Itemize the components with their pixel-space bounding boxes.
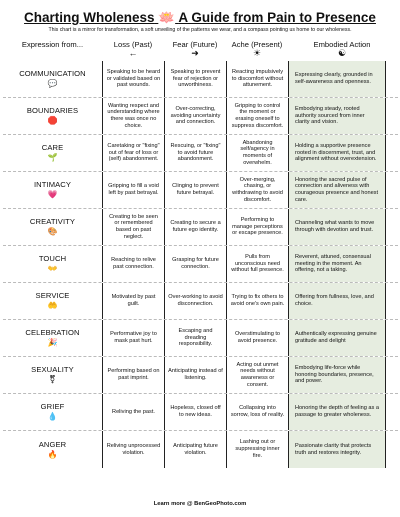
cell-ache: Collapsing into sorrow, loss of reality.	[226, 394, 288, 430]
speech-bubble-icon: 💬	[47, 79, 58, 88]
cell-embodied: Channeling what wants to move through with devotion and trust.	[288, 209, 386, 245]
row-expression	[3, 61, 102, 97]
table-row	[3, 357, 398, 394]
row-label: INTIMACY	[33, 180, 72, 189]
table-row	[3, 172, 398, 209]
column-header-fear-label: Fear (Future)	[172, 40, 218, 49]
cell-fear: Hopeless, closed off to new ideas.	[164, 394, 226, 430]
cell-ache: Performing to manage perceptions or escape presence.	[226, 209, 288, 245]
cell-ache: Over-merging, chasing, or withdrawing to avoid discomfort.	[226, 172, 288, 208]
cell-fear: Grasping for future connection.	[164, 246, 226, 282]
row-expression	[3, 209, 102, 245]
cell-loss: Performing based on past imprint.	[102, 357, 164, 393]
cell-embodied: Embodying steady, rooted authority sourced from inner clarity and vision.	[288, 98, 386, 134]
row-label: CELEBRATION	[25, 328, 80, 337]
cell-fear: Creating to secure a future ego identity.	[164, 209, 226, 245]
table-row	[3, 135, 398, 172]
table-row	[3, 61, 398, 98]
cell-embodied: Expressing clearly, grounded in self-awareness and openness.	[288, 61, 386, 97]
cell-loss: Reliving the past.	[102, 394, 164, 430]
row-label: COMMUNICATION	[19, 69, 86, 78]
droplet-icon: 💧	[47, 412, 58, 421]
cell-embodied: Reverent, attuned, consensual meeting in the moment. An offering, not a taking.	[288, 246, 386, 282]
row-label: TOUCH	[38, 254, 67, 263]
stop-sign-icon: 🛑	[47, 116, 58, 125]
chart-table	[3, 61, 398, 468]
cell-embodied: Holding a supportive presence rooted in discernment, trust, and alignment without overextension.	[288, 135, 386, 171]
row-expression	[3, 172, 102, 208]
cell-fear: Anticipating future violation.	[164, 431, 226, 468]
cell-loss: Speaking to be heard or validated based on past wounds.	[102, 61, 164, 97]
table-row	[3, 431, 398, 468]
fire-icon: 🔥	[47, 449, 58, 459]
row-expression	[3, 357, 102, 393]
cell-ache: Gripping to control the moment or erasing oneself to suppress discomfort.	[226, 98, 288, 134]
row-expression	[3, 283, 102, 319]
column-header-embodied-label: Embodied Action	[313, 40, 371, 49]
row-expression	[3, 320, 102, 356]
gender-symbol-icon: ⚧	[49, 375, 56, 384]
row-label: BOUNDARIES	[26, 106, 79, 115]
cell-ache: Abandoning self/agency in moments of overwhelm.	[226, 135, 288, 171]
cell-ache: Reacting impulsively to discomfort without attunement.	[226, 61, 288, 97]
table-row	[3, 283, 398, 320]
row-expression	[3, 431, 102, 468]
row-expression	[3, 394, 102, 430]
table-row	[3, 394, 398, 431]
cell-fear: Over-correcting, avoiding uncertainty and connection.	[164, 98, 226, 134]
table-row	[3, 320, 398, 357]
cell-fear: Speaking to prevent fear of rejection or unworthiness.	[164, 61, 226, 97]
column-header-expression	[3, 40, 102, 49]
column-header-expression-label: Expression from...	[21, 40, 84, 49]
table-row	[3, 98, 398, 135]
cell-loss: Reliving unprocessed violation.	[102, 431, 164, 468]
cell-embodied: Passionate clarity that protects truth and restores integrity.	[288, 431, 386, 468]
cell-loss: Gripping to fill a void left by past betrayal.	[102, 172, 164, 208]
row-expression	[3, 98, 102, 134]
cell-ache: Overstimulating to avoid presence.	[226, 320, 288, 356]
cell-loss: Motivated by past guilt.	[102, 283, 164, 319]
row-label: CREATIVITY	[29, 217, 76, 226]
heart-icon: 💗	[47, 190, 58, 199]
cell-loss: Wanting respect and understanding where there was once no choice.	[102, 98, 164, 134]
row-label: ANGER	[38, 439, 67, 449]
cell-loss: Performative joy to mask past hurt.	[102, 320, 164, 356]
column-header-loss-label: Loss (Past)	[113, 40, 153, 49]
cell-fear: Clinging to prevent future betrayal.	[164, 172, 226, 208]
column-header-loss	[102, 40, 164, 58]
row-label: CARE	[41, 143, 64, 152]
open-hands-icon: 👐	[47, 264, 58, 273]
cell-fear: Rescuing, or "fixing" to avoid future abandonment.	[164, 135, 226, 171]
footer-link[interactable]: Learn more @ BenGeoPhoto.com	[153, 501, 247, 507]
arrow-right-icon: ➜	[191, 48, 199, 58]
cell-ache: Pulls from unconscious need without full presence.	[226, 246, 288, 282]
row-label: GRIEF	[40, 402, 65, 411]
seedling-icon: 🌱	[47, 153, 58, 162]
cell-fear: Escaping and dreading responsibility.	[164, 320, 226, 356]
table-row	[3, 209, 398, 246]
row-expression	[3, 246, 102, 282]
table-row	[3, 246, 398, 283]
cell-loss: Creating to be seen or remembered based on past neglect.	[102, 209, 164, 245]
cell-loss: Caretaking or "fixing" out of fear of loss or (self) abandonment.	[102, 135, 164, 171]
arrow-left-icon: ←	[128, 48, 138, 58]
palms-up-icon: 🤲	[47, 301, 58, 310]
cell-embodied: Honoring the depth of feeling as a passage to greater wholeness.	[288, 394, 386, 430]
cell-embodied: Offering from fullness, love, and choice.	[288, 283, 386, 319]
sun-icon: ☀	[252, 48, 262, 58]
column-header-ache-label: Ache (Present)	[231, 40, 283, 49]
row-label: SEXUALITY	[31, 365, 74, 374]
title-left: Charting Wholeness	[24, 10, 155, 25]
column-header-embodied	[288, 40, 396, 58]
page-title	[0, 10, 400, 26]
column-header-ache	[226, 40, 288, 58]
cell-embodied: Authentically expressing genuine gratitude and delight	[288, 320, 386, 356]
lotus-icon: 🪷	[158, 10, 176, 25]
cell-fear: Anticipating instead of listening.	[164, 357, 226, 393]
column-header-fear	[164, 40, 226, 58]
row-expression	[3, 135, 102, 171]
cell-ache: Trying to fix others to avoid one's own pain.	[226, 283, 288, 319]
title-right: A Guide from Pain to Presence	[178, 10, 376, 25]
cell-embodied: Embodying life-force while honoring boundaries, presence, and power.	[288, 357, 386, 393]
row-label: SERVICE	[35, 291, 70, 300]
page-subtitle: This chart is a mirror for transformation, a soft unveiling of the patterns we wear, and a compass pointing us home to our wholeness.	[48, 27, 352, 33]
yin-yang-icon: ☯	[337, 48, 347, 58]
cell-ache: Acting out unmet needs without awareness or consent.	[226, 357, 288, 393]
party-popper-icon: 🎉	[47, 338, 58, 347]
cell-ache: Lashing out or suppressing inner fire.	[226, 431, 288, 468]
palette-icon: 🎨	[47, 227, 58, 236]
cell-embodied: Honoring the sacred pulse of connection and aliveness with courageous presence and honest care.	[288, 172, 386, 208]
cell-loss: Reaching to relive past connection.	[102, 246, 164, 282]
cell-fear: Over-working to avoid disconnection.	[164, 283, 226, 319]
